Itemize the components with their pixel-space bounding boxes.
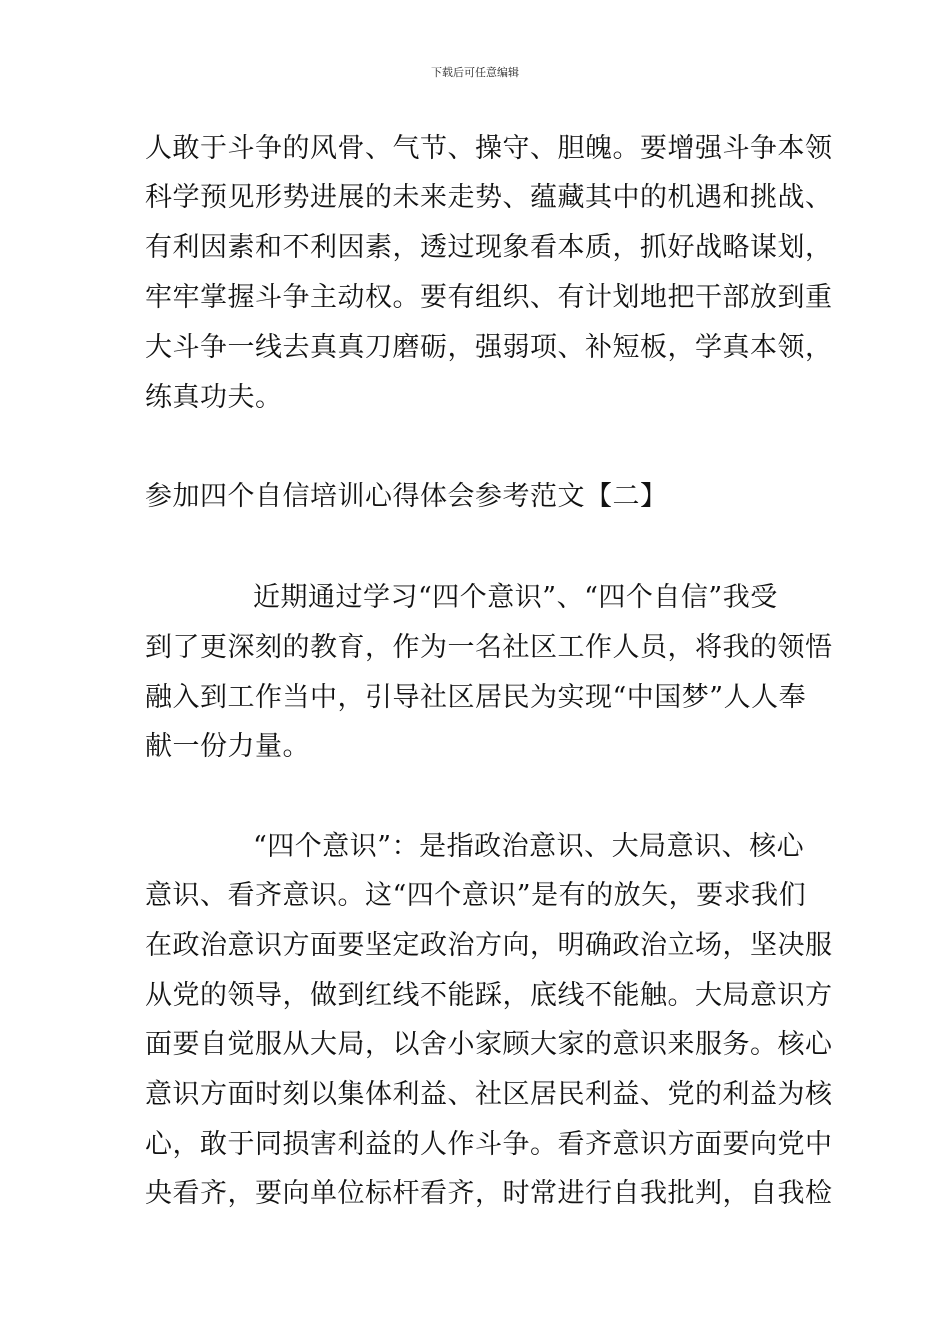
paragraph-line: 在政治意识方面要坚定政治方向，明确政治立场，坚决服 — [145, 930, 833, 961]
paragraph-line: 从党的领导，做到红线不能踩，底线不能触。大局意识方 — [145, 980, 833, 1011]
paragraph-line: 意识方面时刻以集体利益、社区居民利益、党的利益为核 — [145, 1079, 833, 1110]
paragraph-line: 近期通过学习“四个意识”、“四个自信”我受 — [253, 582, 778, 613]
paragraph-line: 人敢于斗争的风骨、气节、操守、胆魄。要增强斗争本领 — [145, 133, 833, 164]
section-heading: 参加四个自信培训心得体会参考范文【二】 — [145, 481, 668, 512]
paragraph-line: 练真功夫。 — [145, 382, 283, 413]
paragraph-line: 有利因素和不利因素，透过现象看本质，抓好战略谋划， — [145, 232, 833, 263]
paragraph-line: 意识、看齐意识。这“四个意识”是有的放矢，要求我们 — [145, 880, 807, 911]
paragraph-line: 融入到工作当中，引导社区居民为实现“中国梦”人人奉 — [145, 682, 807, 713]
paragraph-line: 献一份力量。 — [145, 731, 310, 762]
paragraph-line: 央看齐，要向单位标杆看齐，时常进行自我批判，自我检 — [145, 1178, 833, 1209]
paragraph-line: 牢牢掌握斗争主动权。要有组织、有计划地把干部放到重 — [145, 282, 833, 313]
paragraph-line: 心，敢于同损害利益的人作斗争。看齐意识方面要向党中 — [145, 1129, 833, 1160]
page-header: 下载后可任意编辑 — [431, 66, 519, 79]
paragraph-line: 面要自觉服从大局，以舍小家顾大家的意识来服务。核心 — [145, 1029, 833, 1060]
paragraph-line: 科学预见形势进展的未来走势、蕴藏其中的机遇和挑战、 — [145, 182, 833, 213]
paragraph-line: 到了更深刻的教育，作为一名社区工作人员，将我的领悟 — [145, 632, 833, 663]
paragraph-line: “四个意识”：是指政治意识、大局意识、核心 — [253, 831, 805, 862]
paragraph-line: 大斗争一线去真真刀磨砺，强弱项、补短板，学真本领， — [145, 332, 833, 363]
